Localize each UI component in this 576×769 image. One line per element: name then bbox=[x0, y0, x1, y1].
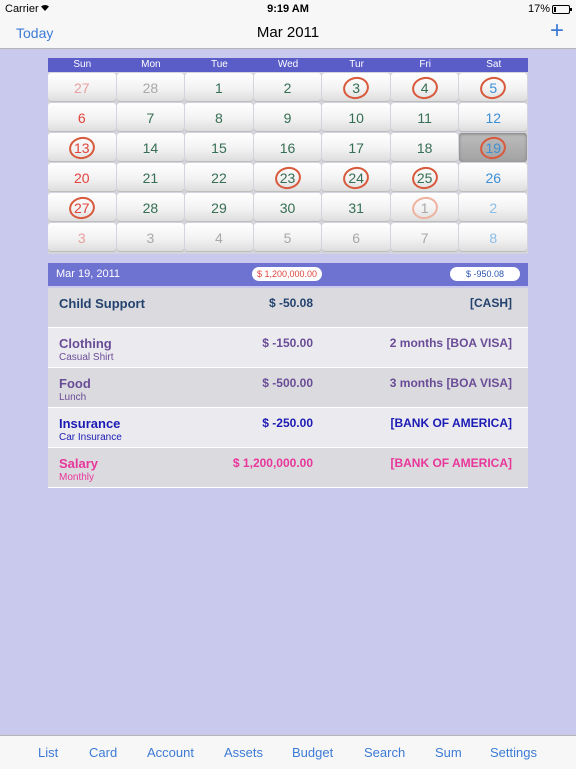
day-number: 17 bbox=[348, 139, 364, 156]
calendar-week bbox=[48, 163, 528, 193]
day-number: 1 bbox=[420, 199, 429, 216]
day-number: 30 bbox=[279, 199, 296, 216]
transaction-list bbox=[48, 288, 528, 488]
day-number: 7 bbox=[146, 109, 155, 126]
day-number: 8 bbox=[215, 109, 223, 126]
tab-sum[interactable]: Sum bbox=[435, 745, 462, 760]
transaction-row[interactable] bbox=[48, 288, 528, 328]
day-number: 15 bbox=[211, 139, 227, 156]
day-number: 3 bbox=[146, 229, 155, 246]
day-number: 1 bbox=[215, 79, 223, 96]
day-cell[interactable] bbox=[185, 193, 253, 222]
day-summary-bar bbox=[48, 263, 528, 286]
day-number: 27 bbox=[74, 199, 90, 216]
day-cell[interactable] bbox=[48, 193, 116, 222]
tab-account[interactable]: Account bbox=[147, 745, 194, 760]
day-number: 9 bbox=[283, 109, 292, 126]
day-number: 25 bbox=[416, 169, 433, 186]
day-cell[interactable] bbox=[391, 103, 459, 132]
day-cell[interactable] bbox=[117, 223, 185, 252]
today-button[interactable]: Today bbox=[16, 25, 54, 41]
day-number: 14 bbox=[142, 139, 159, 156]
transaction-row[interactable] bbox=[48, 368, 528, 408]
transaction-row[interactable] bbox=[48, 408, 528, 448]
calendar-week bbox=[48, 73, 528, 103]
day-cell-selected[interactable] bbox=[459, 133, 527, 162]
transaction-category: Clothing bbox=[59, 336, 112, 351]
day-cell[interactable] bbox=[322, 133, 390, 162]
transaction-amount: $ 1,200,000.00 bbox=[232, 456, 313, 470]
day-cell[interactable] bbox=[185, 163, 253, 192]
day-cell[interactable] bbox=[254, 163, 322, 192]
day-number: 6 bbox=[352, 229, 360, 246]
day-number: 6 bbox=[77, 109, 86, 126]
day-cell[interactable] bbox=[254, 133, 322, 162]
day-cell[interactable] bbox=[185, 103, 253, 132]
tab-assets[interactable]: Assets bbox=[224, 745, 264, 760]
day-cell[interactable] bbox=[254, 103, 322, 132]
day-cell[interactable] bbox=[254, 223, 322, 252]
day-number: 5 bbox=[489, 79, 498, 96]
day-cell[interactable] bbox=[391, 73, 459, 102]
calendar-grid bbox=[48, 72, 528, 253]
day-cell[interactable] bbox=[322, 223, 390, 252]
transaction-amount: $ -500.00 bbox=[262, 376, 313, 390]
transaction-subcategory: Car Insurance bbox=[59, 432, 122, 443]
tab-bar bbox=[0, 735, 576, 769]
day-number: 16 bbox=[279, 139, 296, 156]
transaction-row[interactable] bbox=[48, 328, 528, 368]
carrier-label: Carrier bbox=[5, 3, 39, 15]
day-number: 21 bbox=[142, 169, 159, 186]
weekday-label: Mon bbox=[141, 59, 161, 70]
day-number: 23 bbox=[279, 169, 296, 186]
transaction-amount: $ -50.08 bbox=[268, 296, 313, 310]
calendar bbox=[48, 58, 528, 254]
transaction-category: Salary bbox=[59, 456, 99, 471]
day-cell[interactable] bbox=[254, 73, 322, 102]
plus-icon[interactable]: + bbox=[549, 17, 564, 44]
day-cell[interactable] bbox=[322, 193, 390, 222]
weekday-label: Tur bbox=[349, 59, 364, 70]
weekday-label: Tue bbox=[211, 59, 228, 70]
tab-card[interactable]: Card bbox=[89, 745, 118, 760]
day-cell[interactable] bbox=[117, 73, 185, 102]
calendar-week bbox=[48, 133, 528, 163]
weekday-label: Wed bbox=[277, 59, 299, 70]
day-cell[interactable] bbox=[459, 103, 527, 132]
day-cell[interactable] bbox=[117, 103, 185, 132]
day-number: 10 bbox=[348, 109, 364, 126]
day-number: 27 bbox=[74, 79, 90, 96]
day-number: 28 bbox=[142, 199, 159, 216]
calendar-week bbox=[48, 103, 528, 133]
battery-fill bbox=[554, 7, 556, 12]
day-number: 19 bbox=[485, 139, 502, 156]
transaction-amount: $ -250.00 bbox=[262, 416, 313, 430]
day-cell[interactable] bbox=[391, 163, 459, 192]
day-cell[interactable] bbox=[48, 223, 116, 252]
day-cell[interactable] bbox=[185, 223, 253, 252]
day-number: 12 bbox=[485, 109, 502, 126]
selected-date: Mar 19, 2011 bbox=[56, 268, 121, 280]
day-cell[interactable] bbox=[459, 223, 527, 252]
tab-search[interactable]: Search bbox=[364, 745, 406, 760]
transaction-subcategory: Casual Shirt bbox=[59, 352, 114, 363]
transaction-account: 3 months [BOA VISA] bbox=[389, 376, 512, 390]
day-cell[interactable] bbox=[48, 163, 116, 192]
day-cell[interactable] bbox=[391, 193, 459, 222]
day-cell[interactable] bbox=[48, 73, 116, 102]
day-cell[interactable] bbox=[117, 163, 185, 192]
day-cell[interactable] bbox=[185, 73, 253, 102]
income-total-badge: $ 1,200,000.00 bbox=[252, 267, 322, 281]
day-cell[interactable] bbox=[117, 133, 185, 162]
day-number: 20 bbox=[74, 169, 90, 186]
transaction-subcategory: Monthly bbox=[59, 472, 95, 483]
battery-icon bbox=[552, 5, 570, 14]
weekday-label: Sun bbox=[73, 59, 92, 70]
transaction-category: Child Support bbox=[59, 296, 145, 311]
day-number: 5 bbox=[283, 229, 292, 246]
balance-total-badge: $ -950.08 bbox=[450, 267, 520, 281]
day-cell[interactable] bbox=[254, 193, 322, 222]
status-time: 9:19 AM bbox=[267, 3, 309, 15]
day-cell[interactable] bbox=[391, 223, 459, 252]
day-number: 8 bbox=[489, 229, 498, 246]
day-number: 11 bbox=[417, 109, 432, 126]
day-number: 28 bbox=[142, 79, 159, 96]
day-number: 7 bbox=[420, 229, 429, 246]
calendar-week bbox=[48, 193, 528, 223]
calendar-week bbox=[48, 223, 528, 253]
weekday-label: Sat bbox=[486, 59, 502, 70]
transaction-account: 2 months [BOA VISA] bbox=[389, 336, 512, 350]
day-cell[interactable] bbox=[459, 73, 527, 102]
day-cell[interactable] bbox=[185, 133, 253, 162]
transaction-category: Food bbox=[59, 376, 91, 391]
day-number: 24 bbox=[348, 169, 364, 186]
tab-list[interactable]: List bbox=[38, 745, 59, 760]
transaction-category: Insurance bbox=[59, 416, 121, 431]
transaction-account: [BANK OF AMERICA] bbox=[390, 456, 512, 470]
day-number: 31 bbox=[348, 199, 364, 216]
day-number: 18 bbox=[416, 139, 433, 156]
day-cell[interactable] bbox=[48, 103, 116, 132]
status-bar bbox=[0, 0, 576, 18]
day-cell[interactable] bbox=[459, 163, 527, 192]
transaction-amount: $ -150.00 bbox=[262, 336, 313, 350]
nav-bar bbox=[0, 18, 576, 49]
day-number: 3 bbox=[352, 79, 360, 96]
day-cell[interactable] bbox=[322, 163, 390, 192]
day-cell[interactable] bbox=[391, 133, 459, 162]
weekday-label: Fri bbox=[419, 59, 432, 70]
day-number: 29 bbox=[211, 199, 227, 216]
day-number: 2 bbox=[283, 79, 292, 96]
day-number: 26 bbox=[485, 169, 502, 186]
transaction-account: [BANK OF AMERICA] bbox=[390, 416, 512, 430]
day-cell[interactable] bbox=[459, 193, 527, 222]
day-number: 13 bbox=[74, 139, 90, 156]
day-number: 4 bbox=[215, 229, 223, 246]
transaction-account: [CASH] bbox=[470, 296, 512, 310]
tab-settings[interactable]: Settings bbox=[490, 745, 537, 760]
day-cell[interactable] bbox=[322, 103, 390, 132]
day-cell[interactable] bbox=[117, 193, 185, 222]
day-number: 3 bbox=[77, 229, 86, 246]
page-title: Mar 2011 bbox=[256, 24, 320, 41]
battery-percentage: 17% bbox=[527, 3, 550, 15]
day-number: 22 bbox=[211, 169, 227, 186]
transaction-subcategory: Lunch bbox=[59, 392, 87, 403]
day-cell[interactable] bbox=[322, 73, 390, 102]
weekday-header bbox=[48, 58, 528, 72]
day-number: 4 bbox=[420, 79, 429, 96]
day-number: 2 bbox=[489, 199, 498, 216]
day-cell[interactable] bbox=[48, 133, 116, 162]
transaction-row[interactable] bbox=[48, 448, 528, 488]
tab-budget[interactable]: Budget bbox=[292, 745, 334, 760]
